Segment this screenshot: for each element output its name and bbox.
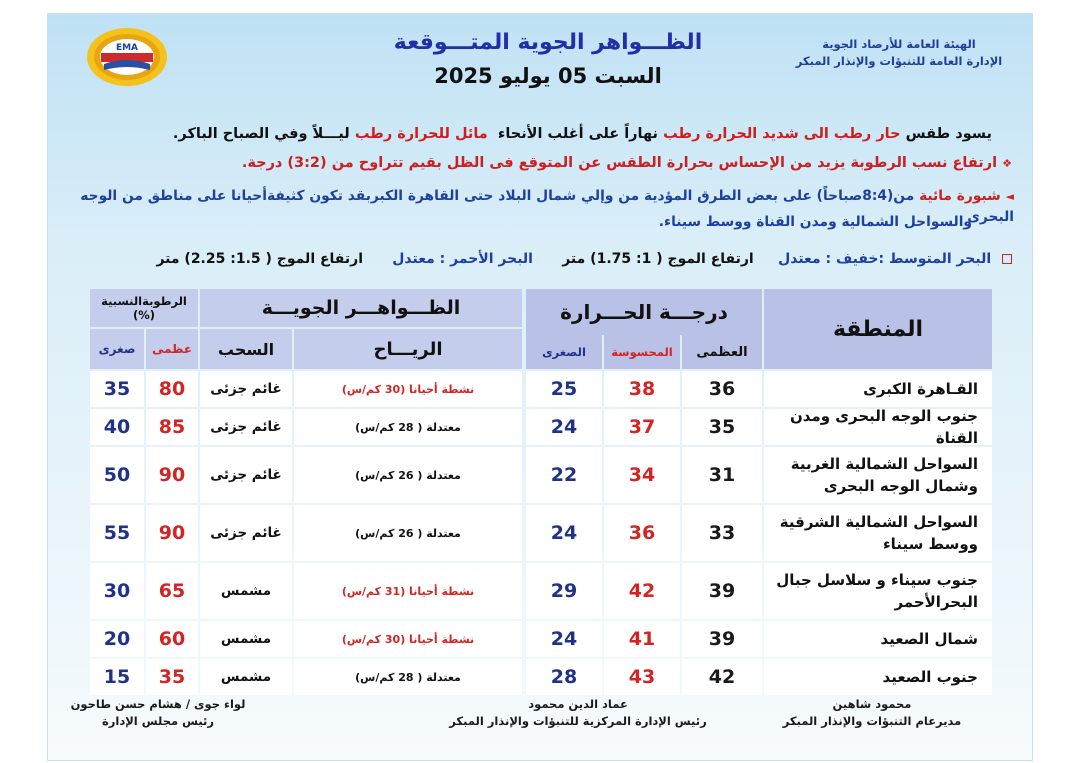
header-clouds: السحب xyxy=(200,329,292,369)
wave-red: ارتفاع الموج ( 1.5: 2.25) متر xyxy=(156,251,363,267)
cell-feels-temp: 42 xyxy=(604,563,680,619)
cell-humidity-max: 90 xyxy=(146,505,198,561)
cell-max-temp: 33 xyxy=(682,505,762,561)
cell-wind: معتدلة ( 28 كم/س) xyxy=(294,659,522,695)
cell-humidity-min: 15 xyxy=(90,659,144,695)
cell-humidity-max: 65 xyxy=(146,563,198,619)
signature-left xyxy=(58,696,258,730)
cell-min-temp: 24 xyxy=(526,621,602,657)
star-bullet-icon: ❖ xyxy=(1002,157,1012,170)
sea-mediterranean: البحر المتوسط :خفيف : معتدل xyxy=(778,251,992,267)
header-temperature: درجـــة الحـــرارة xyxy=(526,289,762,335)
cell-feels-temp: 36 xyxy=(604,505,680,561)
cell-min-temp: 25 xyxy=(526,371,602,407)
cell-region: السواحل الشمالية الشرقية ووسط سيناء xyxy=(764,505,992,561)
cell-feels-temp: 43 xyxy=(604,659,680,695)
header-min: الصغرى xyxy=(526,335,602,369)
header-humidity: الرطوبةالنسبية (%) xyxy=(90,289,198,327)
cell-humidity-max: 80 xyxy=(146,371,198,407)
wave-mediterranean: ارتفاع الموج ( 1: 1.75) متر xyxy=(562,251,754,267)
b1-b: نهاراً على أغلب الأنحاء xyxy=(497,126,658,142)
cell-min-temp: 28 xyxy=(526,659,602,695)
cell-min-temp: 24 xyxy=(526,505,602,561)
cell-humidity-min: 50 xyxy=(90,447,144,503)
header-wind: الريـــاح xyxy=(294,329,522,369)
sea-state-line xyxy=(52,249,1012,270)
org-name: الهيئة العامة للأرصاد الجوية xyxy=(822,37,976,51)
cell-humidity-min: 40 xyxy=(90,409,144,445)
cell-region: السواحل الشمالية الغربية وشمال الوجه البحرى xyxy=(764,447,992,503)
org-department: الإدارة العامة للتنبؤات والإنذار المبكر xyxy=(795,54,1003,68)
cell-max-temp: 39 xyxy=(682,563,762,619)
cell-max-temp: 31 xyxy=(682,447,762,503)
b2-text: ارتفاع نسب الرطوبة يزيد من الإحساس بحرارة الطقس عن المتوقع فى الظل بقيم تتراوح من (3:2) درجة. xyxy=(241,155,998,171)
ema-logo xyxy=(84,26,170,88)
cell-feels-temp: 37 xyxy=(604,409,680,445)
cell-wind: معتدلة ( 26 كم/س) xyxy=(294,505,522,561)
cell-humidity-min: 55 xyxy=(90,505,144,561)
signature-left-title: رئيس مجلس الإدارة xyxy=(101,714,214,728)
cell-clouds: غائم جزئى xyxy=(200,447,292,503)
cell-humidity-min: 20 xyxy=(90,621,144,657)
cell-wind: نشطة أحيانا (30 كم/س) xyxy=(294,371,522,407)
cell-clouds: غائم جزئى xyxy=(200,505,292,561)
bullet-general-weather xyxy=(92,124,992,145)
signature-center-name: عماد الدين محمود xyxy=(528,697,628,711)
cell-humidity-min: 30 xyxy=(90,563,144,619)
cell-feels-temp: 41 xyxy=(604,621,680,657)
square-bullet-icon xyxy=(1002,254,1012,264)
cell-wind: معتدلة ( 28 كم/س) xyxy=(294,409,522,445)
cell-max-temp: 36 xyxy=(682,371,762,407)
cell-min-temp: 22 xyxy=(526,447,602,503)
cell-max-temp: 39 xyxy=(682,621,762,657)
bullet-humidity xyxy=(72,153,1012,174)
header-humidity-max: عظمى xyxy=(146,329,198,369)
cell-humidity-max: 85 xyxy=(146,409,198,445)
signature-right-name: محمود شاهين xyxy=(832,697,912,711)
cell-clouds: غائم جزئى xyxy=(200,371,292,407)
cell-feels-temp: 38 xyxy=(604,371,680,407)
cell-min-temp: 29 xyxy=(526,563,602,619)
cell-region: جنوب سيناء و سلاسل جبال البحرالأحمر xyxy=(764,563,992,619)
logo-text: EMA xyxy=(115,43,139,53)
header-region: المنطقة xyxy=(764,289,992,369)
cell-region: جنوب الوجه البحرى ومدن القناة xyxy=(764,409,992,445)
bullet-fog-line2: والسواحل الشمالية ومدن القناة ووسط سيناء. xyxy=(658,214,972,230)
header-max: العظمى xyxy=(682,335,762,369)
cell-max-temp: 35 xyxy=(682,409,762,445)
arrow-bullet-icon: ◄ xyxy=(1005,190,1014,203)
b3-label: شبورة مائية xyxy=(919,188,1001,204)
signature-right-title: مديرعام التنبؤات والإنذار المبكر xyxy=(782,714,962,728)
cell-clouds: مشمس xyxy=(200,621,292,657)
cell-humidity-max: 60 xyxy=(146,621,198,657)
cell-wind: نشطة أحيانا (30 كم/س) xyxy=(294,621,522,657)
cell-region: جنوب الصعيد xyxy=(764,659,992,695)
b3-text: من(8:4صباحاً) على بعض الطرق المؤدية من وإلي شمال البلاد حتى القاهرة الكبربقد تكون كثيفةأحيانا على مناطق من الوجه البحرى xyxy=(80,188,1014,225)
cell-clouds: مشمس xyxy=(200,659,292,695)
forecast-sheet xyxy=(48,14,1032,760)
header-feels: المحسوسة xyxy=(604,335,680,369)
cell-clouds: غائم جزئى xyxy=(200,409,292,445)
forecast-table xyxy=(90,289,992,688)
forecast-date: السبت 05 يوليو 2025 xyxy=(434,64,662,88)
cell-humidity-max: 35 xyxy=(146,659,198,695)
b1-c: مائل للحرارة رطب xyxy=(354,126,488,142)
b1-a: يسود طقس xyxy=(905,126,992,142)
sea-red: البحر الأحمر : معتدل xyxy=(392,251,533,267)
cell-clouds: مشمس xyxy=(200,563,292,619)
cell-feels-temp: 34 xyxy=(604,447,680,503)
cell-wind: نشطة أحيانا (31 كم/س) xyxy=(294,563,522,619)
cell-wind: معتدلة ( 26 كم/س) xyxy=(294,447,522,503)
cell-humidity-max: 90 xyxy=(146,447,198,503)
cell-region: شمال الصعيد xyxy=(764,621,992,657)
signature-center-title: رئيس الإدارة المركزية للتنبؤات والإنذار المبكر xyxy=(449,714,707,728)
header-phenomena: الظـــواهـــر الجويـــة xyxy=(200,289,522,327)
b1-d: ليـــلاً وفي الصباح الباكر. xyxy=(172,126,350,142)
cell-max-temp: 42 xyxy=(682,659,762,695)
signature-right xyxy=(752,696,992,730)
organization-header xyxy=(784,36,1014,70)
header-humidity-min: صغرى xyxy=(90,329,144,369)
b1-hot: حار رطب الى شديد الحرارة رطب xyxy=(663,126,901,142)
signature-center xyxy=(428,696,728,730)
cell-region: القـاهرة الكبرى xyxy=(764,371,992,407)
cell-min-temp: 24 xyxy=(526,409,602,445)
page-title: الظـــواهر الجوية المتـــوقعة xyxy=(393,30,703,55)
signature-left-name: لواء جوى / هشام حسن طاحون xyxy=(70,697,246,711)
cell-humidity-min: 35 xyxy=(90,371,144,407)
